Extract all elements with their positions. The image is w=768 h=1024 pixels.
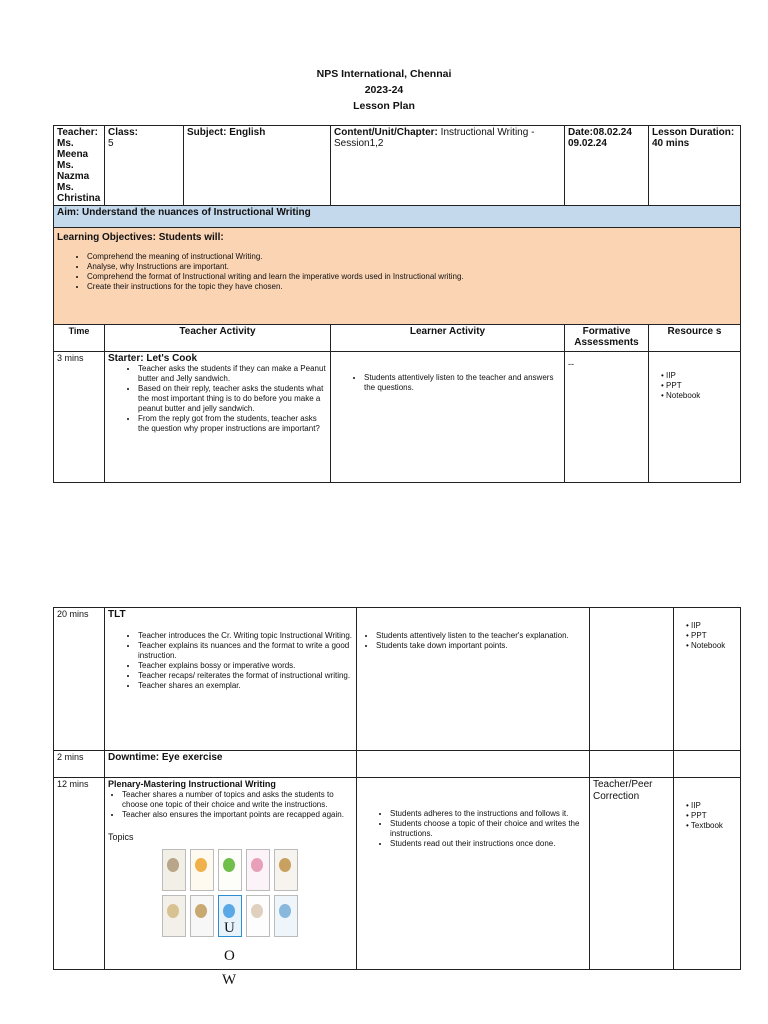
objectives-list	[57, 252, 737, 292]
plenary-teacher-cell	[105, 778, 357, 970]
topic-thumbnail	[246, 849, 270, 891]
list-item: • From the reply got from the students, teacher asks the question why proper instructions are important?	[138, 414, 327, 434]
objectives-heading: Learning Objectives: Students will:	[57, 232, 224, 243]
tlt-resources: • IIP • PPT • Notebook	[674, 608, 741, 751]
objectives-cell	[54, 228, 741, 325]
plenary-formative: Teacher/Peer Correction	[590, 778, 674, 970]
col-teacher-activity: Teacher Activity	[105, 325, 331, 352]
list-item: • Based on their reply, teacher asks the students what the most important thing is to do before you make a peanut butter and jelly sandwich.	[138, 384, 327, 414]
plenary-time: 12 mins	[54, 778, 105, 970]
starter-learner-cell	[331, 352, 565, 483]
topic-thumbnail	[218, 849, 242, 891]
tlt-learner-cell	[357, 608, 590, 751]
tlt-teacher-cell	[105, 608, 357, 751]
starter-time: 3 mins	[54, 352, 105, 483]
list-item: • Students read out their instructions once done.	[390, 839, 586, 849]
aim-text: Aim: Understand the nuances of Instructional Writing	[54, 206, 741, 228]
topics-image-collage	[162, 849, 353, 937]
topic-thumbnail	[246, 895, 270, 937]
downtime-title: Downtime: Eye exercise	[105, 751, 357, 778]
list-item: • Teacher explains bossy or imperative words.	[138, 661, 353, 671]
starter-resources: • IIP • PPT • Notebook	[649, 352, 741, 483]
class-cell: Class: 5	[105, 126, 184, 206]
objective-item: • Analyse, why Instructions are important.	[87, 262, 737, 272]
list-item: • Teacher asks the students if they can make a Peanut butter and Jelly sandwich.	[138, 364, 327, 384]
plenary-title: Plenary-Mastering Instructional Writing	[108, 779, 276, 789]
topic-thumbnail	[162, 895, 186, 937]
topics-label: Topics	[108, 832, 134, 842]
date-cell: Date:08.02.24 09.02.24	[565, 126, 649, 206]
list-item: • Students take down important points.	[376, 641, 586, 651]
downtime-row	[54, 751, 741, 778]
duration-cell: Lesson Duration: 40 mins	[649, 126, 741, 206]
list-item: • Students attentively listen to the teacher and answers the questions.	[364, 373, 561, 393]
tlt-title: TLT	[108, 609, 126, 620]
stray-character: W	[222, 972, 237, 988]
col-resources: Resource s	[649, 325, 741, 352]
academic-year: 2023-24	[364, 84, 404, 96]
subject-cell: Subject: English	[184, 126, 331, 206]
starter-formative: --	[565, 352, 649, 483]
plenary-row	[54, 778, 741, 970]
plenary-learner-cell	[357, 778, 590, 970]
topic-thumbnail	[274, 849, 298, 891]
list-item: • Teacher explains its nuances and the format to write a good instruction.	[138, 641, 353, 661]
list-item: • Teacher also ensures the important points are recapped again.	[122, 810, 353, 820]
col-time: Time	[54, 325, 105, 352]
tlt-row	[54, 608, 741, 751]
content-cell: Content/Unit/Chapter: Instructional Writing - Session1,2	[331, 126, 565, 206]
school-name: NPS International, Chennai	[316, 68, 452, 80]
tlt-formative	[590, 608, 674, 751]
objective-item: • Create their instructions for the topic they have chosen.	[87, 282, 737, 292]
plenary-resources: • IIP • PPT • Textbook	[674, 778, 741, 970]
list-item: • Teacher recaps/ reiterates the format of instructional writing.	[138, 671, 353, 681]
objective-item: • Comprehend the meaning of instructional Writing.	[87, 252, 737, 262]
objectives-row	[54, 228, 741, 325]
topic-thumbnail	[190, 849, 214, 891]
topic-thumbnail	[190, 895, 214, 937]
list-item: • Teacher shares an exemplar.	[138, 681, 353, 691]
stray-character: O	[224, 948, 235, 964]
stray-character: U	[224, 920, 235, 936]
column-header-row	[54, 325, 741, 352]
col-formative: Formative Assessments	[565, 325, 649, 352]
teacher-cell: Teacher: Ms. Meena Ms. Nazma Ms. Christina	[54, 126, 105, 206]
starter-row	[54, 352, 741, 483]
list-item: • Students choose a topic of their choice and writes the instructions.	[390, 819, 586, 839]
lesson-plan-table	[53, 125, 741, 483]
starter-title: Starter: Let's Cook	[108, 353, 198, 364]
aim-row	[54, 206, 741, 228]
list-item: • Students adheres to the instructions and follows it.	[390, 809, 586, 819]
tlt-time: 20 mins	[54, 608, 105, 751]
downtime-time: 2 mins	[54, 751, 105, 778]
list-item: • Teacher introduces the Cr. Writing topic Instructional Writing.	[138, 631, 353, 641]
lesson-plan-table-continued	[53, 607, 741, 970]
document-title: Lesson Plan	[353, 100, 415, 112]
info-row	[54, 126, 741, 206]
topic-thumbnail	[162, 849, 186, 891]
list-item: • Teacher shares a number of topics and asks the students to choose one topic of their choice and write the instructions.	[122, 790, 353, 810]
list-item: • Students attentively listen to the teacher's explanation.	[376, 631, 586, 641]
starter-teacher-cell	[105, 352, 331, 483]
objective-item: • Comprehend the format of Instructional writing and learn the imperative words used in Instructional writing.	[87, 272, 737, 282]
col-learner-activity: Learner Activity	[331, 325, 565, 352]
topic-thumbnail	[274, 895, 298, 937]
